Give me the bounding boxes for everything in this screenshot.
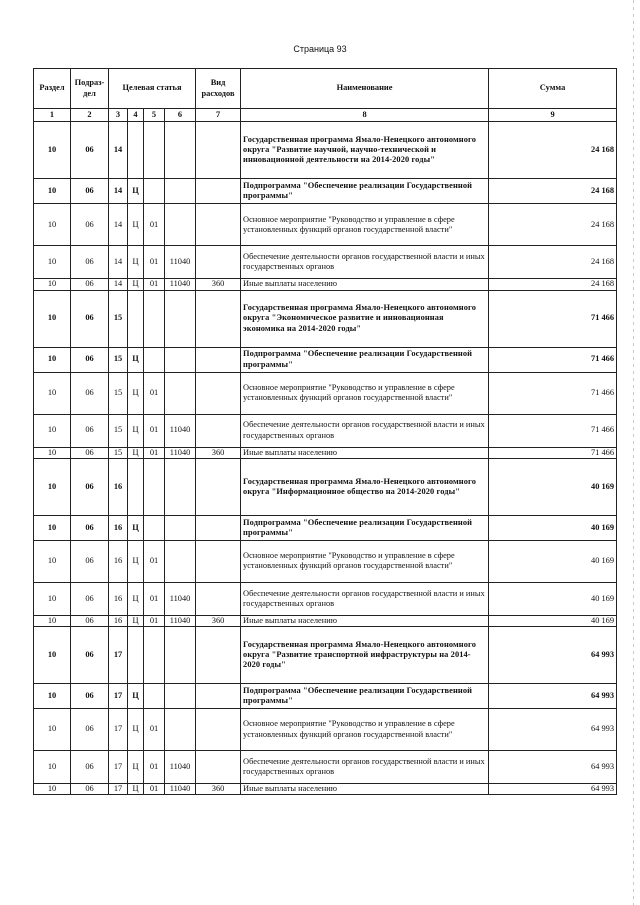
table-row — [34, 290, 617, 347]
header-name: Наименование — [241, 69, 489, 109]
cell-activity: 01 — [144, 246, 165, 279]
cell-sum: 64 993 — [489, 784, 617, 795]
table-row — [34, 414, 617, 447]
cell-expense-type — [196, 179, 241, 204]
cell-sum: 71 466 — [489, 414, 617, 447]
column-number: 5 — [144, 109, 165, 122]
cell-expense-type — [196, 204, 241, 246]
cell-activity: 01 — [144, 784, 165, 795]
cell-name: Иные выплаты населению — [241, 615, 489, 626]
cell-expense-type — [196, 709, 241, 751]
cell-direction: 11040 — [165, 784, 196, 795]
cell-expense-type — [196, 122, 241, 179]
header-target-article: Целевая статья — [109, 69, 196, 109]
cell-subprogram: Ц — [128, 179, 144, 204]
cell-activity: 01 — [144, 615, 165, 626]
cell-subsection: 06 — [71, 290, 109, 347]
cell-sum: 24 168 — [489, 122, 617, 179]
cell-section: 10 — [34, 709, 71, 751]
cell-direction: 11040 — [165, 447, 196, 458]
cell-subsection: 06 — [71, 784, 109, 795]
cell-name: Иные выплаты населению — [241, 447, 489, 458]
cell-activity — [144, 179, 165, 204]
cell-subsection: 06 — [71, 447, 109, 458]
cell-program: 15 — [109, 347, 128, 372]
cell-name: Подпрограмма "Обеспечение реализации Государственной программы" — [241, 179, 489, 204]
cell-direction: 11040 — [165, 246, 196, 279]
cell-section: 10 — [34, 582, 71, 615]
table-row — [34, 784, 617, 795]
cell-subprogram: Ц — [128, 204, 144, 246]
cell-subsection: 06 — [71, 627, 109, 684]
cell-sum: 40 169 — [489, 458, 617, 515]
cell-program: 14 — [109, 179, 128, 204]
cell-sum: 64 993 — [489, 627, 617, 684]
cell-section: 10 — [34, 179, 71, 204]
cell-sum: 40 169 — [489, 615, 617, 626]
cell-program: 16 — [109, 515, 128, 540]
table-row — [34, 447, 617, 458]
table-row — [34, 684, 617, 709]
cell-name: Основное мероприятие "Руководство и управление в сфере установленных функций органов государственной власти" — [241, 204, 489, 246]
table-row — [34, 122, 617, 179]
cell-program: 14 — [109, 204, 128, 246]
cell-expense-type — [196, 246, 241, 279]
cell-name: Обеспечение деятельности органов государственной власти и иных государственных органов — [241, 751, 489, 784]
column-number: 1 — [34, 109, 71, 122]
cell-subprogram: Ц — [128, 246, 144, 279]
budget-table — [33, 68, 617, 795]
cell-section: 10 — [34, 515, 71, 540]
cell-program: 17 — [109, 627, 128, 684]
table-header — [34, 69, 617, 122]
header-section: Раздел — [34, 69, 71, 109]
cell-program: 16 — [109, 582, 128, 615]
cell-activity — [144, 515, 165, 540]
cell-name: Обеспечение деятельности органов государственной власти и иных государственных органов — [241, 414, 489, 447]
cell-sum: 64 993 — [489, 684, 617, 709]
cell-activity — [144, 290, 165, 347]
cell-direction — [165, 122, 196, 179]
cell-activity — [144, 458, 165, 515]
cell-subprogram: Ц — [128, 347, 144, 372]
cell-program: 14 — [109, 246, 128, 279]
cell-activity: 01 — [144, 372, 165, 414]
cell-activity: 01 — [144, 540, 165, 582]
table-row — [34, 179, 617, 204]
cell-program: 16 — [109, 458, 128, 515]
cell-subprogram: Ц — [128, 582, 144, 615]
table-row — [34, 458, 617, 515]
cell-direction: 11040 — [165, 414, 196, 447]
table-row — [34, 751, 617, 784]
cell-expense-type — [196, 540, 241, 582]
cell-direction — [165, 627, 196, 684]
cell-program: 17 — [109, 684, 128, 709]
cell-subsection: 06 — [71, 372, 109, 414]
cell-direction — [165, 709, 196, 751]
cell-name: Государственная программа Ямало-Ненецкого автономного округа "Развитие научной, научно-технической и инновационной деятельности на 2014-2020 годы" — [241, 122, 489, 179]
cell-subsection: 06 — [71, 515, 109, 540]
cell-subsection: 06 — [71, 582, 109, 615]
table-row — [34, 515, 617, 540]
cell-subsection: 06 — [71, 615, 109, 626]
cell-section: 10 — [34, 458, 71, 515]
cell-expense-type — [196, 458, 241, 515]
cell-direction: 11040 — [165, 279, 196, 290]
cell-name: Государственная программа Ямало-Ненецкого автономного округа "Развитие транспортной инфраструктуры на 2014-2020 годы" — [241, 627, 489, 684]
cell-sum: 40 169 — [489, 540, 617, 582]
cell-name: Иные выплаты населению — [241, 279, 489, 290]
cell-program: 17 — [109, 784, 128, 795]
cell-program: 15 — [109, 447, 128, 458]
cell-program: 15 — [109, 372, 128, 414]
cell-name: Государственная программа Ямало-Ненецкого автономного округа "Информационное общество на 2014-2020 годы" — [241, 458, 489, 515]
cell-subprogram: Ц — [128, 372, 144, 414]
cell-section: 10 — [34, 290, 71, 347]
cell-program: 17 — [109, 751, 128, 784]
cell-sum: 40 169 — [489, 582, 617, 615]
table-row — [34, 246, 617, 279]
cell-section: 10 — [34, 751, 71, 784]
cell-direction — [165, 372, 196, 414]
cell-section: 10 — [34, 684, 71, 709]
cell-direction — [165, 684, 196, 709]
cell-expense-type: 360 — [196, 615, 241, 626]
cell-expense-type — [196, 515, 241, 540]
cell-subsection: 06 — [71, 709, 109, 751]
cell-activity: 01 — [144, 582, 165, 615]
cell-sum: 71 466 — [489, 447, 617, 458]
table-row — [34, 204, 617, 246]
column-number: 6 — [165, 109, 196, 122]
cell-expense-type — [196, 751, 241, 784]
cell-program: 15 — [109, 414, 128, 447]
cell-subprogram: Ц — [128, 447, 144, 458]
header-row — [34, 69, 617, 109]
cell-expense-type — [196, 290, 241, 347]
cell-name: Основное мероприятие "Руководство и управление в сфере установленных функций органов государственной власти" — [241, 540, 489, 582]
table-row — [34, 279, 617, 290]
cell-subprogram — [128, 627, 144, 684]
cell-subprogram: Ц — [128, 615, 144, 626]
cell-direction — [165, 179, 196, 204]
cell-subprogram: Ц — [128, 684, 144, 709]
cell-name: Основное мероприятие "Руководство и управление в сфере установленных функций органов государственной власти" — [241, 372, 489, 414]
cell-section: 10 — [34, 372, 71, 414]
cell-sum: 24 168 — [489, 204, 617, 246]
cell-program: 17 — [109, 709, 128, 751]
cell-expense-type — [196, 684, 241, 709]
cell-expense-type — [196, 414, 241, 447]
cell-program: 16 — [109, 615, 128, 626]
cell-subprogram: Ц — [128, 515, 144, 540]
cell-section: 10 — [34, 447, 71, 458]
cell-section: 10 — [34, 347, 71, 372]
cell-direction — [165, 347, 196, 372]
cell-subsection: 06 — [71, 204, 109, 246]
cell-direction — [165, 204, 196, 246]
cell-subprogram: Ц — [128, 751, 144, 784]
table-row — [34, 540, 617, 582]
cell-section: 10 — [34, 540, 71, 582]
cell-sum: 71 466 — [489, 290, 617, 347]
cell-activity: 01 — [144, 751, 165, 784]
cell-subprogram: Ц — [128, 540, 144, 582]
cell-direction — [165, 540, 196, 582]
cell-program: 14 — [109, 279, 128, 290]
cell-subsection: 06 — [71, 122, 109, 179]
cell-activity: 01 — [144, 279, 165, 290]
column-number: 3 — [109, 109, 128, 122]
table-row — [34, 627, 617, 684]
cell-sum: 24 168 — [489, 246, 617, 279]
cell-activity — [144, 684, 165, 709]
cell-expense-type — [196, 372, 241, 414]
cell-direction: 11040 — [165, 751, 196, 784]
column-number: 2 — [71, 109, 109, 122]
cell-subsection: 06 — [71, 751, 109, 784]
cell-activity — [144, 122, 165, 179]
cell-name: Подпрограмма "Обеспечение реализации Государственной программы" — [241, 515, 489, 540]
cell-name: Обеспечение деятельности органов государственной власти и иных государственных органов — [241, 582, 489, 615]
page-number-label: Страница 93 — [293, 44, 347, 54]
table-row — [34, 372, 617, 414]
cell-activity: 01 — [144, 709, 165, 751]
cell-program: 15 — [109, 290, 128, 347]
cell-sum: 24 168 — [489, 279, 617, 290]
cell-program: 16 — [109, 540, 128, 582]
scan-edge-decoration — [633, 0, 634, 905]
cell-activity: 01 — [144, 414, 165, 447]
cell-section: 10 — [34, 414, 71, 447]
cell-section: 10 — [34, 627, 71, 684]
table-row — [34, 582, 617, 615]
cell-subprogram — [128, 122, 144, 179]
cell-subprogram: Ц — [128, 784, 144, 795]
column-number: 7 — [196, 109, 241, 122]
table-row — [34, 615, 617, 626]
cell-section: 10 — [34, 246, 71, 279]
table-body — [34, 122, 617, 795]
cell-subsection: 06 — [71, 684, 109, 709]
cell-name: Иные выплаты населению — [241, 784, 489, 795]
table-row — [34, 347, 617, 372]
cell-direction — [165, 515, 196, 540]
cell-name: Обеспечение деятельности органов государственной власти и иных государственных органов — [241, 246, 489, 279]
cell-expense-type: 360 — [196, 447, 241, 458]
cell-activity: 01 — [144, 447, 165, 458]
cell-section: 10 — [34, 204, 71, 246]
cell-subprogram — [128, 458, 144, 515]
cell-sum: 40 169 — [489, 515, 617, 540]
cell-name: Основное мероприятие "Руководство и управление в сфере установленных функций органов государственной власти" — [241, 709, 489, 751]
cell-section: 10 — [34, 615, 71, 626]
table-row — [34, 709, 617, 751]
cell-direction: 11040 — [165, 615, 196, 626]
cell-sum: 71 466 — [489, 347, 617, 372]
column-number: 9 — [489, 109, 617, 122]
cell-subsection: 06 — [71, 414, 109, 447]
cell-subsection: 06 — [71, 246, 109, 279]
header-expense-type: Вид расходов — [196, 69, 241, 109]
cell-expense-type — [196, 347, 241, 372]
cell-expense-type: 360 — [196, 784, 241, 795]
cell-activity: 01 — [144, 204, 165, 246]
cell-name: Подпрограмма "Обеспечение реализации Государственной программы" — [241, 347, 489, 372]
cell-section: 10 — [34, 122, 71, 179]
cell-name: Государственная программа Ямало-Ненецкого автономного округа "Экономическое развитие и инновационная экономика на 2014-2020 годы" — [241, 290, 489, 347]
cell-expense-type — [196, 627, 241, 684]
cell-expense-type: 360 — [196, 279, 241, 290]
cell-subprogram: Ц — [128, 279, 144, 290]
cell-direction: 11040 — [165, 582, 196, 615]
cell-subprogram: Ц — [128, 414, 144, 447]
cell-subsection: 06 — [71, 179, 109, 204]
cell-subsection: 06 — [71, 347, 109, 372]
cell-direction — [165, 290, 196, 347]
cell-subsection: 06 — [71, 279, 109, 290]
cell-expense-type — [196, 582, 241, 615]
cell-sum: 64 993 — [489, 709, 617, 751]
cell-activity — [144, 627, 165, 684]
cell-sum: 71 466 — [489, 372, 617, 414]
cell-activity — [144, 347, 165, 372]
cell-section: 10 — [34, 279, 71, 290]
cell-sum: 64 993 — [489, 751, 617, 784]
cell-subsection: 06 — [71, 540, 109, 582]
cell-name: Подпрограмма "Обеспечение реализации Государственной программы" — [241, 684, 489, 709]
column-number-row — [34, 109, 617, 122]
header-sum: Сумма — [489, 69, 617, 109]
column-number: 8 — [241, 109, 489, 122]
cell-direction — [165, 458, 196, 515]
cell-section: 10 — [34, 784, 71, 795]
cell-sum: 24 168 — [489, 179, 617, 204]
cell-program: 14 — [109, 122, 128, 179]
cell-subprogram: Ц — [128, 709, 144, 751]
cell-subsection: 06 — [71, 458, 109, 515]
cell-subprogram — [128, 290, 144, 347]
header-subsection: Подраз- дел — [71, 69, 109, 109]
column-number: 4 — [128, 109, 144, 122]
